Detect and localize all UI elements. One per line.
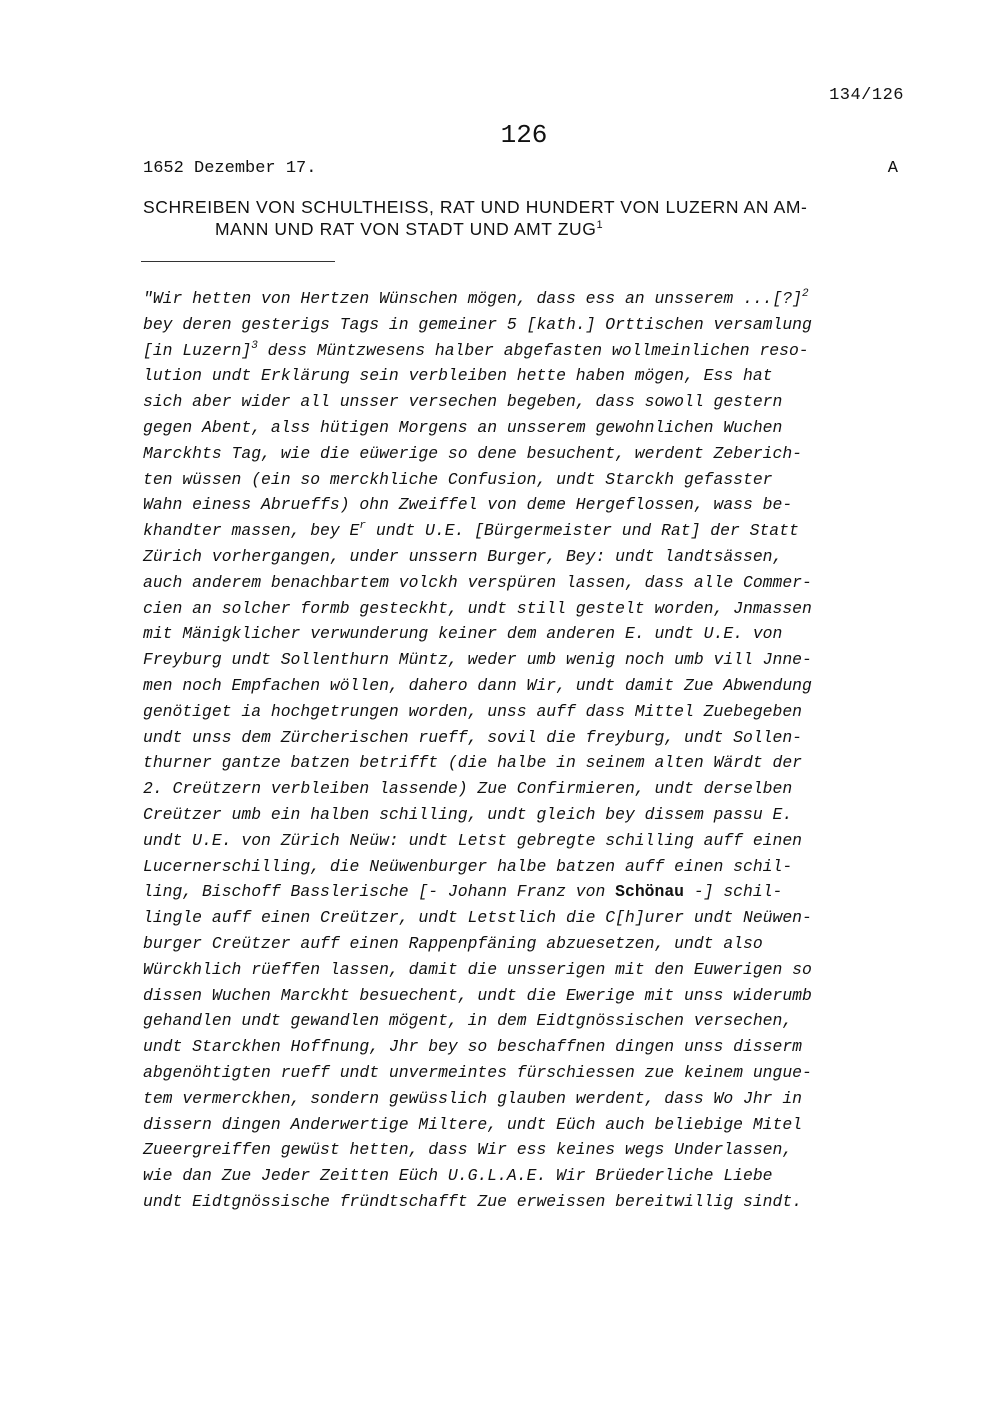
letter-body bbox=[143, 286, 913, 1215]
body-line: undt Starckhen Hoffnung, Jhr bey so beschaffnen dingen unss disserm bbox=[143, 1037, 803, 1057]
body-line: bey deren gesterigs Tags in gemeiner 5 [kath.] Orttischen versamlung bbox=[143, 314, 812, 334]
body-line: dissen Wuchen Marckht besuechent, undt die Ewerige mit unss widerumb bbox=[143, 985, 812, 1005]
body-line: dissern dingen Anderwertige Miltere, undt Eüch auch beliebige Mitel bbox=[143, 1114, 803, 1134]
body-line: mit Mänigklicher verwunderung keiner dem anderen E. undt U.E. von bbox=[143, 624, 783, 644]
date-row bbox=[143, 159, 898, 178]
body-line: Lucernerschilling, die Neüwenburger halbe batzen auff einen schil- bbox=[143, 856, 793, 876]
body-line: thurner gantze batzen betrifft (die halbe in seinem alten Wärdt der bbox=[143, 753, 803, 773]
body-line: ten wüssen (ein so merckhliche Confusion, undt Starckh gefasster bbox=[143, 469, 773, 489]
document-title bbox=[143, 196, 883, 240]
body-line: Freyburg undt Sollenthurn Müntz, weder umb wenig noch umb vill Jnne- bbox=[143, 650, 812, 670]
title-line-2: MANN UND RAT VON STADT UND AMT ZUG$^1$ bbox=[215, 219, 604, 239]
body-line: Würckhlich rüeffen lassen, damit die unsserigen mit den Euwerigen so bbox=[143, 959, 812, 979]
superscript-r: r bbox=[359, 520, 367, 533]
body-line: sich aber wider all unsser versechen begeben, dass sowoll gestern bbox=[143, 392, 783, 412]
title-divider bbox=[141, 261, 335, 262]
document-marker: A bbox=[887, 159, 898, 178]
body-line: Wahn einess Abrueffs) ohn Zweiffel von deme Hergeflossen, wass be- bbox=[143, 495, 793, 515]
document-number: 126 bbox=[500, 120, 548, 150]
title-footnote-marker: 1 bbox=[596, 219, 604, 231]
body-line: "Wir hetten von Hertzen Wünschen mögen, dass ess an unsserem ...[?]$^2$ bbox=[143, 288, 809, 308]
body-line: lingle auff einen Creützer, undt Letstlich die C[h]urer undt Neüwen- bbox=[143, 908, 812, 928]
footnote-marker: 3 bbox=[251, 339, 258, 352]
body-line: gehandlen undt gewandlen mögent, in dem Eidtgnössischen versechen, bbox=[143, 1011, 793, 1031]
body-line: khandter massen, bey $E^r$ undt U.E. [Bürgermeister und Rat] der Statt bbox=[143, 520, 799, 541]
title-line-1: SCHREIBEN VON SCHULTHEISS, RAT UND HUNDERT VON LUZERN AN AM- bbox=[143, 197, 808, 217]
body-line: 2. Creützern verbleiben lassende) Zue Confirmieren, undt derselben bbox=[143, 779, 793, 799]
body-line: undt U.E. von Zürich Neüw: undt Letst gebregte schilling auff einen bbox=[143, 830, 803, 850]
body-line: cien an solcher formb gesteckht, undt still gestelt worden, Jnmassen bbox=[143, 598, 812, 618]
body-line: Creützer umb ein halben schilling, undt gleich bey dissem passu E. bbox=[143, 804, 793, 824]
body-line: undt unss dem Zürcherischen rueff, sovil die freyburg, undt Sollen- bbox=[143, 727, 803, 747]
body-line: tem vermerckhen, sondern gewüsslich glauben werdent, dass Wo Jhr in bbox=[143, 1088, 803, 1108]
page-reference: 134/126 bbox=[829, 86, 904, 105]
body-line: Zueergreiffen gewüst hetten, dass Wir ess keines wegs Underlassen, bbox=[143, 1140, 793, 1160]
body-line: men noch Empfachen wöllen, dahero dann Wir, undt damit Zue Abwendung bbox=[143, 675, 812, 695]
body-line: Marckhts Tag, wie die eüwerige so dene besuchent, werdent Zeberich- bbox=[143, 443, 803, 463]
body-line: auch anderem benachbartem volckh verspüren lassen, dass alle Commer- bbox=[143, 572, 812, 592]
person-name-schoenau: Schönau bbox=[615, 882, 684, 902]
body-line: abgenöhtigten rueff undt unvermeintes fürschiessen zue keinem ungue- bbox=[143, 1062, 812, 1082]
body-line: [in Luzern]$^3$ dess Müntzwesens halber abgefasten wollmeinlichen reso- bbox=[143, 339, 809, 360]
footnote-marker: 2 bbox=[802, 288, 809, 300]
body-line: Zürich vorhergangen, under unssern Burger, Bey: undt landtsässen, bbox=[143, 546, 783, 566]
body-line: burger Creützer auff einen Rappenpfäning abzuesetzen, undt also bbox=[143, 933, 763, 953]
body-line: gegen Abent, alss hütigen Morgens an unsserem gewohnlichen Wuchen bbox=[143, 417, 783, 437]
body-line: undt Eidtgnössische fründtschafft Zue erweissen bereitwillig sindt. bbox=[143, 1191, 803, 1211]
document-date: 1652 Dezember 17. bbox=[143, 159, 317, 178]
body-line: lution undt Erklärung sein verbleiben hette haben mögen, Ess hat bbox=[143, 366, 773, 386]
body-line: wie dan Zue Jeder Zeitten Eüch U.G.L.A.E. Wir Brüederliche Liebe bbox=[143, 1166, 773, 1186]
body-line: ling, Bischoff Basslerische [- Johann Franz von Schönau -] schil- bbox=[143, 882, 783, 902]
body-line: genötiget ia hochgetrungen worden, unss auff dass Mittel Zuebegeben bbox=[143, 701, 803, 721]
